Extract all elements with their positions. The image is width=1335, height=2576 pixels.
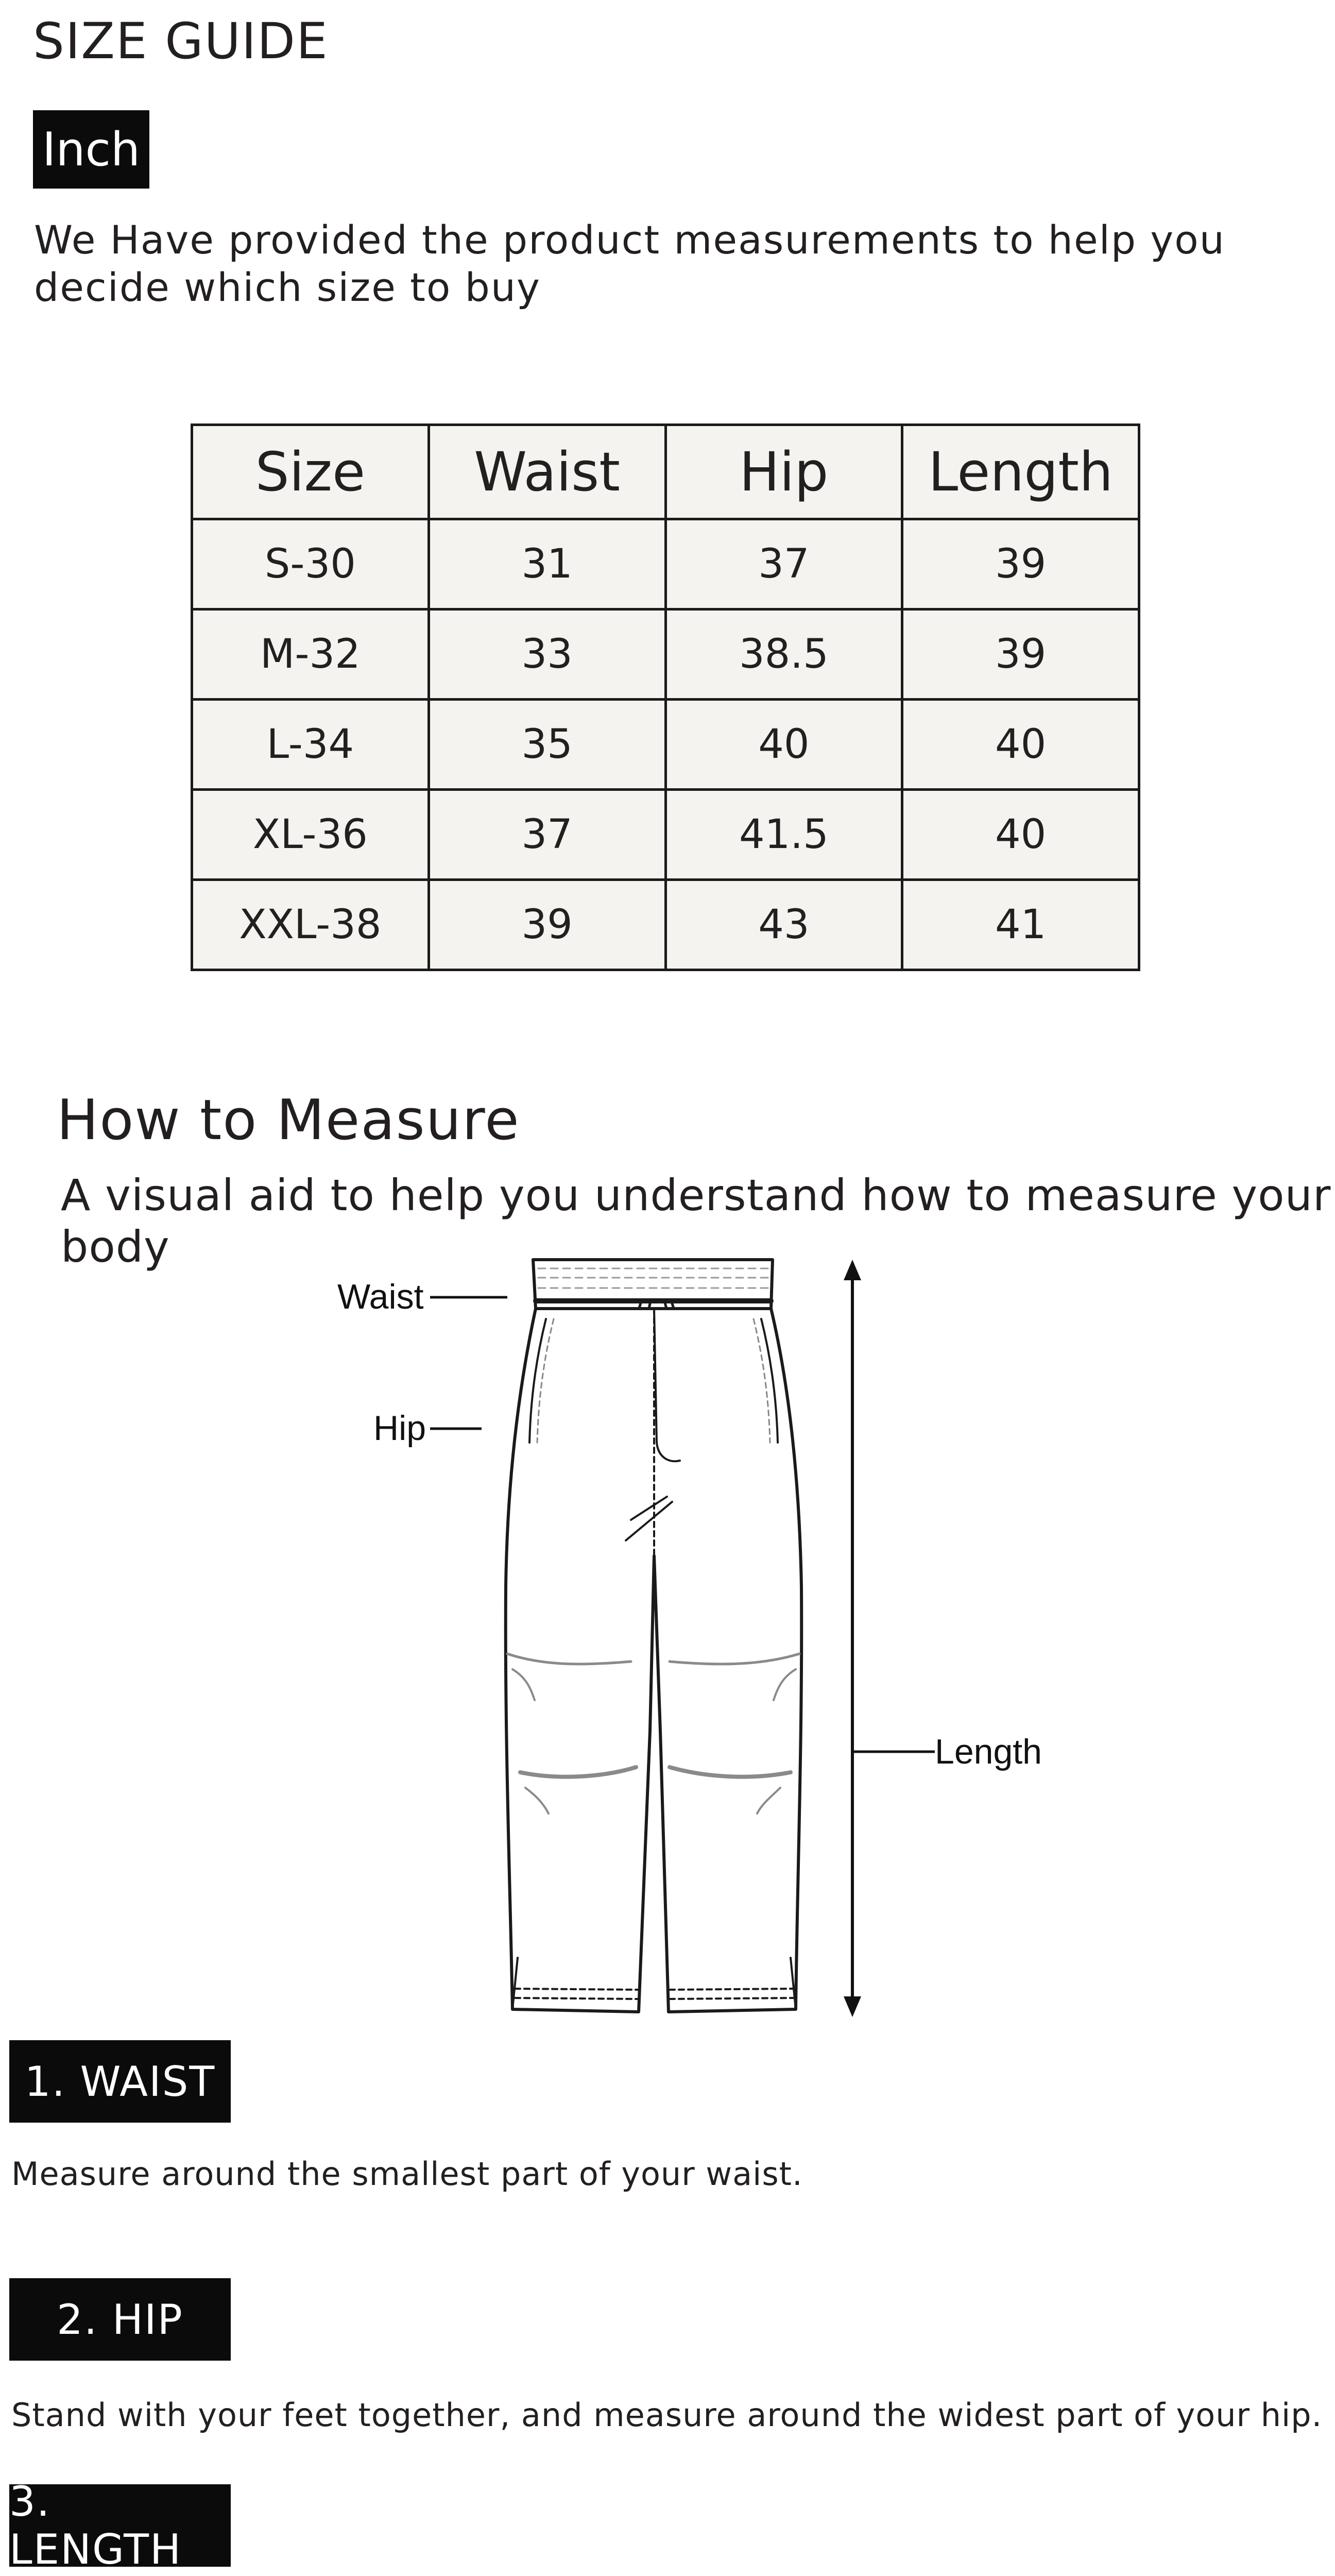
- how-to-measure-title: How to Measure: [57, 1088, 520, 1153]
- cell-hip: 43: [665, 880, 902, 970]
- cell-length: 39: [902, 609, 1139, 700]
- intro-text: We Have provided the product measurements to help you decide which size to buy: [34, 217, 1225, 310]
- cell-hip: 40: [665, 700, 902, 790]
- page-title: SIZE GUIDE: [33, 12, 329, 70]
- cell-length: 40: [902, 790, 1139, 880]
- step-waist-label: 1. WAIST: [9, 2040, 231, 2123]
- table-row: [192, 700, 1139, 790]
- step-hip-label: 2. HIP: [9, 2278, 231, 2361]
- cell-size: XXL-38: [192, 880, 429, 970]
- cell-size: M-32: [192, 609, 429, 700]
- col-header-waist: Waist: [429, 425, 665, 519]
- cell-waist: 37: [429, 790, 665, 880]
- unit-badge: Inch: [33, 110, 149, 189]
- step-length-label: 3. LENGTH: [9, 2484, 231, 2567]
- table-row: [192, 519, 1139, 609]
- length-arrow: [844, 1260, 935, 2017]
- col-header-length: Length: [902, 425, 1139, 519]
- cell-waist: 35: [429, 700, 665, 790]
- cell-size: XL-36: [192, 790, 429, 880]
- cell-size: S-30: [192, 519, 429, 609]
- cell-waist: 33: [429, 609, 665, 700]
- table-header-row: [192, 425, 1139, 519]
- length-label: Length: [935, 1732, 1042, 1771]
- cell-length: 40: [902, 700, 1139, 790]
- size-table: [191, 423, 1140, 971]
- step-hip-text: Stand with your feet together, and measure around the widest part of your hip.: [11, 2396, 1323, 2434]
- hip-label: Hip: [373, 1409, 426, 1448]
- cell-length: 41: [902, 880, 1139, 970]
- cell-waist: 31: [429, 519, 665, 609]
- how-to-measure-subtitle: A visual aid to help you understand how to measure your body: [61, 1170, 1331, 1272]
- table-row: [192, 790, 1139, 880]
- cell-length: 39: [902, 519, 1139, 609]
- cell-hip: 37: [665, 519, 902, 609]
- table-row: [192, 880, 1139, 970]
- table-row: [192, 609, 1139, 700]
- cell-waist: 39: [429, 880, 665, 970]
- col-header-hip: Hip: [665, 425, 902, 519]
- pants-measurement-diagram: [0, 1236, 1335, 2040]
- col-header-size: Size: [192, 425, 429, 519]
- step-waist-text: Measure around the smallest part of your waist.: [11, 2155, 803, 2193]
- cell-hip: 38.5: [665, 609, 902, 700]
- waist-label: Waist: [337, 1277, 424, 1316]
- cell-hip: 41.5: [665, 790, 902, 880]
- cell-size: L-34: [192, 700, 429, 790]
